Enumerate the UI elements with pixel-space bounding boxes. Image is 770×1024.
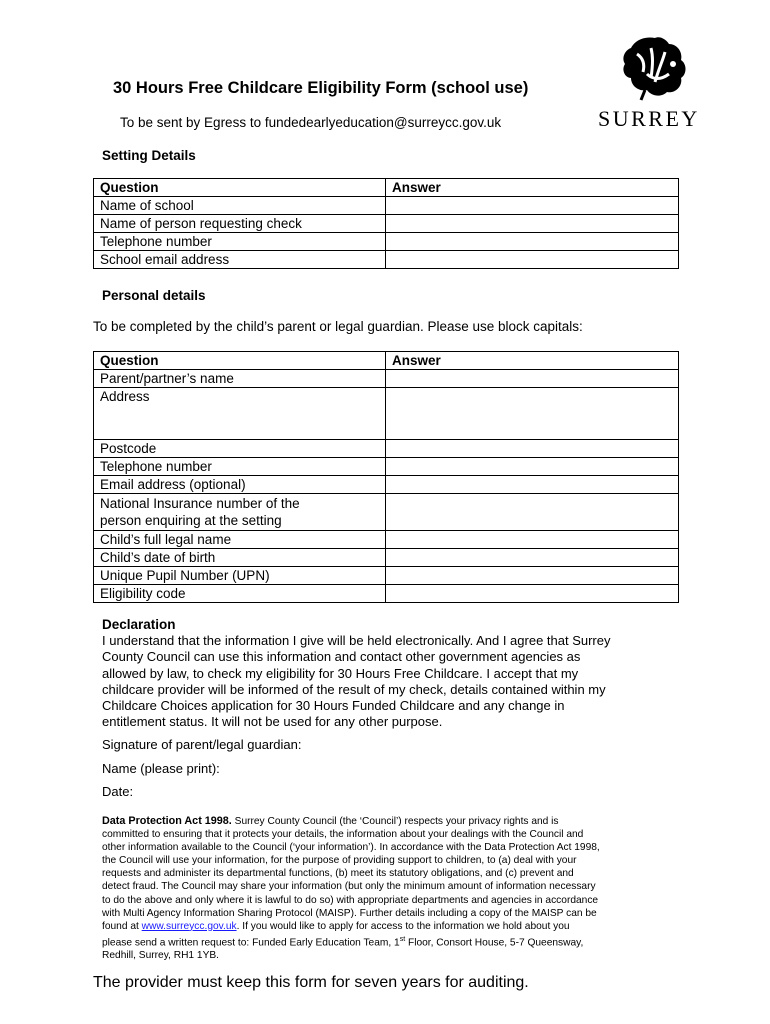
table-header-row	[94, 179, 679, 197]
personal-details-heading: Personal details	[102, 288, 206, 303]
logo-wordmark: SURREY	[598, 106, 700, 131]
question-cell	[94, 494, 386, 531]
table-row	[94, 440, 679, 458]
table-row	[94, 233, 679, 251]
answer-cell[interactable]	[386, 197, 679, 215]
dpa-heading: Data Protection Act 1998.	[102, 815, 232, 827]
question-column-header: Question	[94, 179, 386, 197]
question-cell: Eligibility code	[94, 585, 386, 603]
answer-cell[interactable]	[386, 458, 679, 476]
table-row	[94, 476, 679, 494]
declaration-line: I understand that the information I give will be held electronically. And I agree that Surrey	[102, 633, 611, 649]
answer-column-header: Answer	[386, 352, 679, 370]
answer-cell[interactable]	[386, 388, 679, 440]
answer-cell[interactable]	[386, 215, 679, 233]
answer-cell[interactable]	[386, 585, 679, 603]
answer-column-header: Answer	[386, 179, 679, 197]
ordinal-suffix: st	[399, 935, 406, 943]
question-cell: Child’s date of birth	[94, 549, 386, 567]
table-header-row	[94, 352, 679, 370]
personal-details-instruction: To be completed by the child’s parent or legal guardian. Please use block capitals:	[93, 319, 583, 334]
question-line: person enquiring at the setting	[100, 513, 282, 528]
date-field[interactable]: Date:	[102, 783, 134, 799]
dpa-link-line	[102, 920, 682, 933]
answer-cell[interactable]	[386, 370, 679, 388]
table-row	[94, 251, 679, 269]
answer-cell[interactable]	[386, 494, 679, 531]
surreycc-link[interactable]: www.surreycc.gov.uk	[141, 920, 237, 932]
dpa-text: . If you would like to apply for access to the information we hold about you	[236, 920, 570, 932]
dpa-text: Surrey County Council (the ‘Council’) respects your privacy rights and is	[231, 816, 559, 827]
question-column-header: Question	[94, 352, 386, 370]
dpa-first-line	[102, 815, 682, 828]
dpa-line: detect fraud. The Council may share your information (but only the minimum amount of information necessary	[102, 881, 596, 893]
question-cell: Telephone number	[94, 458, 386, 476]
form-subtitle: To be sent by Egress to fundedearlyeducation@surreycc.gov.uk	[120, 115, 502, 130]
answer-cell[interactable]	[386, 251, 679, 269]
question-cell: Name of school	[94, 197, 386, 215]
dpa-text: found at	[102, 920, 142, 932]
answer-cell[interactable]	[386, 567, 679, 585]
table-row	[94, 388, 679, 440]
table-row	[94, 567, 679, 585]
declaration-line: allowed by law, to check my eligibility for 30 Hours Free Childcare. I accept that my	[102, 665, 579, 681]
table-row	[94, 531, 679, 549]
question-cell: Email address (optional)	[94, 476, 386, 494]
form-title: 30 Hours Free Childcare Eligibility Form (school use)	[113, 79, 529, 97]
question-cell: Telephone number	[94, 233, 386, 251]
declaration-line: entitlement status. It will not be used for any other purpose.	[102, 714, 443, 730]
answer-cell[interactable]	[386, 531, 679, 549]
dpa-line: with Multi Agency Information Sharing Protocol (MAISP). Further details including a copy of the MAISP can be	[102, 907, 597, 919]
question-cell: School email address	[94, 251, 386, 269]
answer-cell[interactable]	[386, 476, 679, 494]
retention-footer: The provider must keep this form for seven years for auditing.	[93, 974, 529, 991]
dpa-text: Floor, Consort House, 5-7 Queensway,	[405, 937, 584, 949]
answer-cell[interactable]	[386, 440, 679, 458]
question-cell: Name of person requesting check	[94, 215, 386, 233]
oak-leaf-icon	[617, 34, 689, 102]
data-protection-notice	[102, 815, 682, 962]
dpa-line: committed to ensuring that it protects your details, the information about your dealings with the Council and	[102, 829, 584, 841]
declaration-line: childcare provider will be informed of the result of my check, details contained within my	[102, 681, 606, 697]
declaration-line: County Council can use this information and contact other government agencies as	[102, 649, 581, 665]
table-row	[94, 215, 679, 233]
question-cell: Address	[94, 388, 386, 440]
setting-details-heading: Setting Details	[102, 148, 196, 163]
dpa-line: other information available to the Council (‘your information’). In accordance with the Data Protection Act 1998,	[102, 842, 600, 854]
name-field[interactable]: Name (please print):	[102, 760, 220, 776]
table-row	[94, 197, 679, 215]
surrey-logo	[598, 34, 708, 132]
dpa-request-line	[102, 933, 682, 949]
question-line: National Insurance number of the	[100, 496, 300, 511]
dpa-line: to do the above and only where it is lawful to do so) with appropriate departments and agencies in accordance	[102, 894, 599, 906]
declaration-heading: Declaration	[102, 617, 176, 632]
dpa-text: please send a written request to: Funded Early Education Team, 1	[102, 937, 400, 949]
table-row	[94, 549, 679, 567]
personal-details-table	[93, 351, 679, 603]
question-cell: Postcode	[94, 440, 386, 458]
dpa-line: requests and administer its departmental functions, (b) meet its statutory obligations, and (c) prevent and	[102, 868, 574, 880]
signature-field[interactable]: Signature of parent/legal guardian:	[102, 737, 302, 753]
declaration-line: Childcare Choices application for 30 Hours Funded Childcare and any change in	[102, 698, 565, 714]
question-cell: Child’s full legal name	[94, 531, 386, 549]
question-cell: Unique Pupil Number (UPN)	[94, 567, 386, 585]
answer-cell[interactable]	[386, 549, 679, 567]
table-row	[94, 370, 679, 388]
table-row	[94, 494, 679, 531]
table-row	[94, 458, 679, 476]
dpa-line: Redhill, Surrey, RH1 1YB.	[102, 950, 220, 962]
setting-details-table	[93, 178, 679, 269]
table-row	[94, 585, 679, 603]
declaration-section	[102, 617, 662, 800]
dpa-line: the Council will use your information, for the purpose of providing support to children, to (a) deal with your	[102, 855, 577, 867]
question-cell: Parent/partner’s name	[94, 370, 386, 388]
answer-cell[interactable]	[386, 233, 679, 251]
